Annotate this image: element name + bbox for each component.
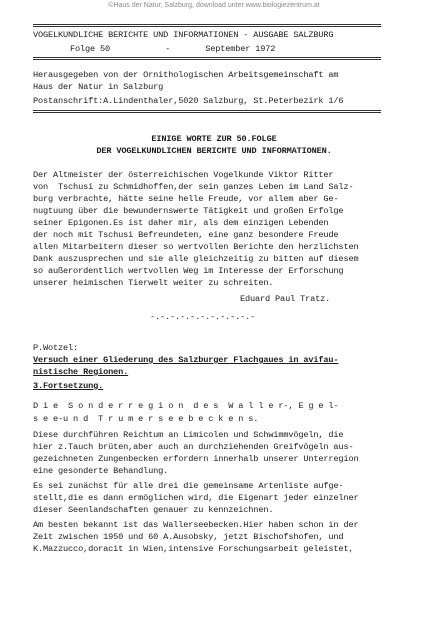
series-title: VOGELKUNDLICHE BERICHTE UND INFORMATIONEN - AUSGABE SALZBURG [33,30,334,40]
editorial-title: EINIGE WORTE ZUR 50.FOLGE [151,134,277,144]
editorial-line: nugtuung über die bewundernswerte Tätigkeit und großen Erfolge [33,206,344,216]
article-author: P.Wotzel: [33,343,79,353]
article-line: gezeichneten Zungenbecken erfordern innerhalb unserer Unterregion [33,454,359,464]
article-line: Am besten bekannt ist das Wallerseebecken.Hier haben schon in der [33,520,359,530]
article-line: Es sei zunächst für alle drei die gemeinsame Artenliste aufge- [33,481,344,491]
watermark: ©Haus der Natur, Salzburg, download unter www.biologiezentrum.at [108,2,320,9]
editorial-line: Dank auszusprechen und sie alle gleichzeitig zu bitten auf diesem [33,254,359,264]
article-title: nistische Regionen. [33,367,129,377]
article-part: 3.Fortsetzung. [33,381,104,391]
publisher-line: Herausgegeben von der Ornithologischen Arbeitsgemeinschaft am [33,70,339,80]
article-line: dieser Seenlandschaften genauer zu kennzeichnen. [33,505,274,515]
separator-rule [33,24,381,27]
editorial-line: seiner Epigonen.Es ist daher mir, als dem einzigen Lebenden [33,218,329,228]
divider-dashes: -.-.-.-.-.-.-.-.-.-.- [150,312,256,322]
publisher-line: Haus der Natur in Salzburg [33,82,164,92]
section-heading: D i e S o n d e r r e g i o n d e s W a l l e r-, E g e l- [33,401,339,411]
article-line: Zeit zwischen 1950 und 60 A.Ausobsky, jetzt Bischofshofen, und [33,532,344,542]
separator-rule [33,57,381,60]
editorial-line: Der Altmeister der österreichischen Vogelkunde Viktor Ritter [33,170,334,180]
issue-line: Folge 50 - September 1972 [70,44,276,54]
editorial-line: burg verbrachte, hätte seine helle Freude, vor allem aber Ge- [33,194,339,204]
separator-rule [33,110,381,113]
article-title: Versuch einer Gliederung des Salzburger Flachgaues in avifau- [33,355,339,365]
article-line: eine gesonderte Behandlung. [33,466,169,476]
article-line: Diese durchführen Reichtum an Limicolen und Schwimmvögeln, die [33,430,344,440]
signature: Eduard Paul Tratz. [240,294,331,304]
editorial-line: allen Mitarbeitern dieser so wertvollen Berichte den herzlichsten [33,242,359,252]
editorial-line: von Tschusi zu Schmidhoffen,der sein ganzes Leben im Land Salz- [33,182,354,192]
editorial-title: DER VOGELKUNDLICHEN BERICHTE UND INFORMATIONEN. [96,146,332,156]
editorial-line: so außerordentlich wertvollen Weg im Interesse der Erforschung [33,266,344,276]
editorial-line: unserer heimischen Tierwelt weiter zu schreiten. [33,278,274,288]
article-line: stellt,die es dann ermöglichen wird, die Eigenart jeder einzelner [33,493,359,503]
section-heading: s e e-u n d T r u m e r s e e b e c k e n s. [33,414,259,424]
editorial-line: der noch mit Tschusi Befreundeten, eine ganz besondere Freude [33,230,339,240]
article-line: K.Mazzucco,doracit in Wien,intensive Forschungsarbeit geleistet, [33,544,354,554]
postal-address: Postanschrift:A.Lindenthaler,5020 Salzburg, St.Peterbezirk 1/6 [33,96,344,106]
article-line: hier z.Tauch brüten,aber auch an durchziehenden Greifvögeln aus- [33,442,354,452]
